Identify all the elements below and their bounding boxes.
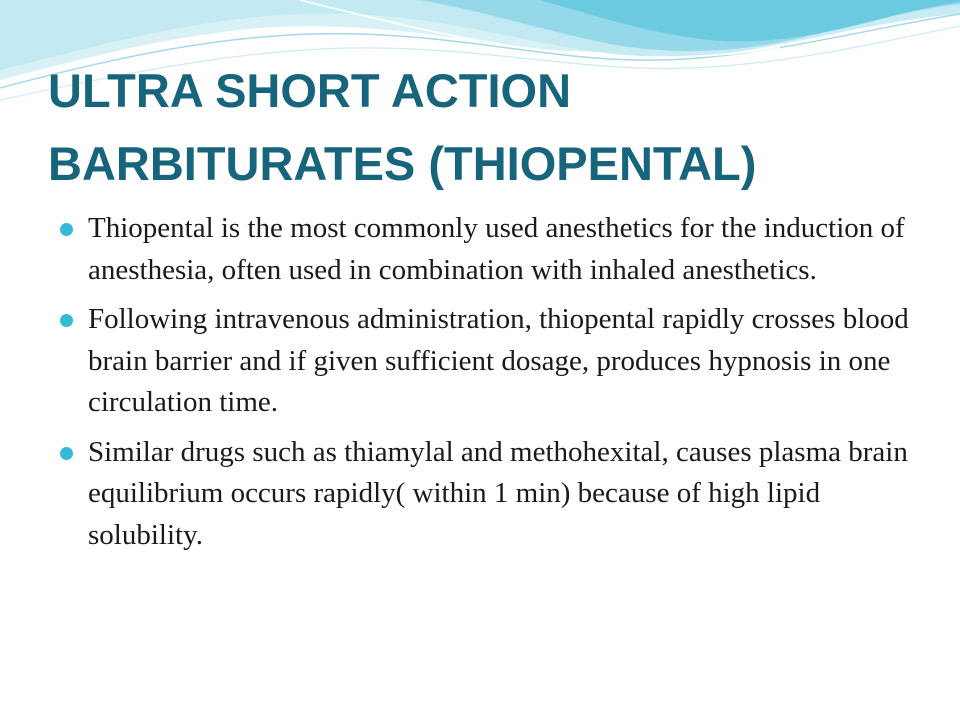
bullet-text: Similar drugs such as thiamylal and methohexital, causes plasma brain equilibrium occurs rapidly( within 1 min) because of high lipid solubility. <box>88 435 908 551</box>
slide-title <box>48 54 928 200</box>
bullet-item <box>58 208 918 291</box>
bullet-text: Thiopental is the most commonly used anesthetics for the induction of anesthesia, often used in combination with inhaled anesthetics. <box>88 212 905 286</box>
slide-title-line-2: BARBITURATES (THIOPENTAL) <box>48 137 757 190</box>
bullet-list <box>58 208 918 564</box>
slide-title-line-1: ULTRA SHORT ACTION <box>48 64 572 117</box>
circle-bullet-icon <box>60 314 73 327</box>
bullet-item <box>58 299 918 424</box>
circle-bullet-icon <box>60 223 73 236</box>
bullet-text: Following intravenous administration, thiopental rapidly crosses blood brain barrier and if given sufficient dosage, produces hypnosis in one circulation time. <box>88 303 909 418</box>
bullet-item <box>58 432 918 557</box>
circle-bullet-icon <box>60 447 73 460</box>
